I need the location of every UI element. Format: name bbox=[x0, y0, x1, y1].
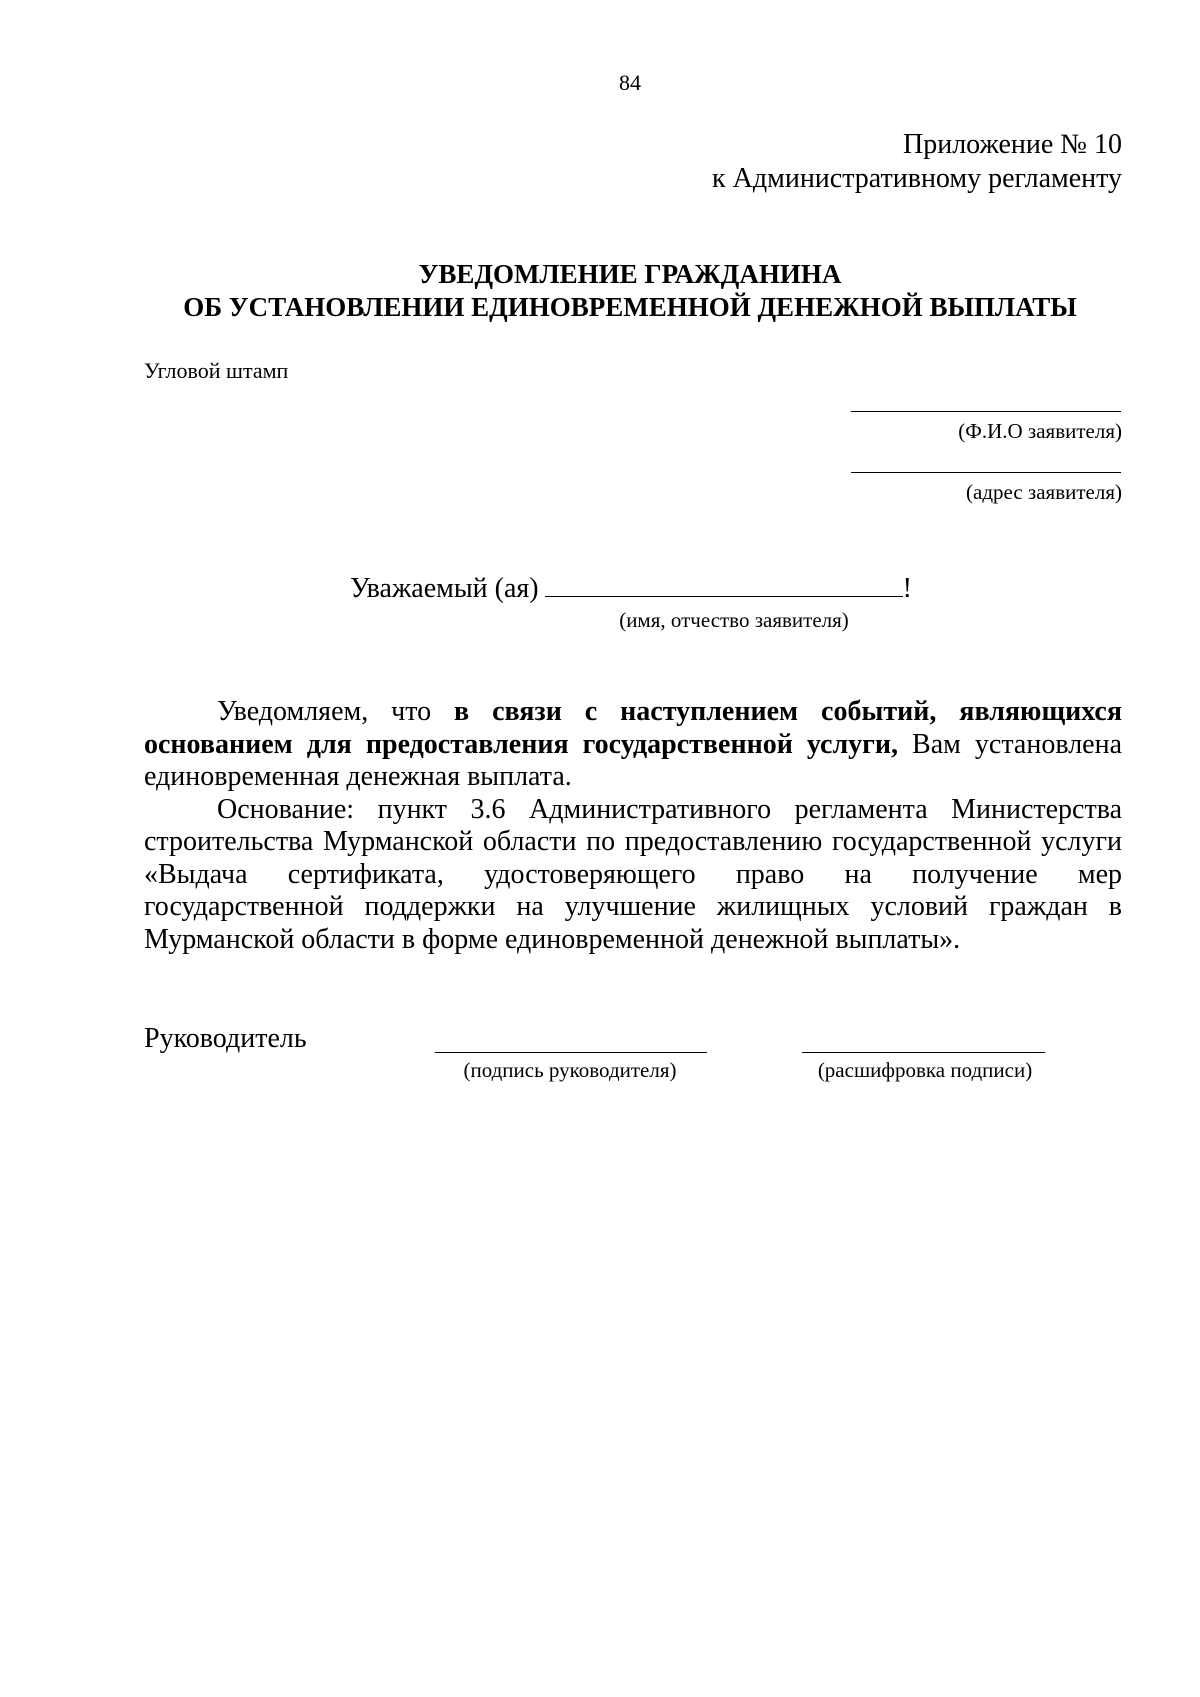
signature-line bbox=[435, 1052, 707, 1053]
signature-decoding-caption: (расшифровка подписи) bbox=[817, 1058, 1033, 1082]
applicant-name-line bbox=[851, 411, 1121, 412]
greeting-name-caption: (имя, отчество заявителя) bbox=[619, 608, 849, 632]
applicant-name-caption: (Ф.И.О заявителя) bbox=[958, 419, 1122, 443]
title-line-2: ОБ УСТАНОВЛЕНИИ ЕДИНОВРЕМЕННОЙ ДЕНЕЖНОЙ ВЫПЛАТЫ bbox=[183, 292, 1077, 322]
notification-result: Вам установлена единовременная денежная выплата. bbox=[144, 728, 1123, 792]
notification-grounds: в связи с наступлением событий, являющихся основанием для предоставления государственной услуги, bbox=[144, 696, 1122, 760]
applicant-address-caption: (адрес заявителя) bbox=[966, 480, 1122, 504]
greeting-exclamation: ! bbox=[902, 573, 912, 604]
document-title bbox=[0, 258, 1200, 324]
corner-stamp-label: Угловой штамп bbox=[144, 358, 289, 383]
signer-title: Руководитель bbox=[144, 1023, 307, 1054]
notification-intro: Уведомляем, что bbox=[217, 696, 455, 727]
appendix-regulation: к Административному регламенту bbox=[712, 163, 1122, 194]
signature-decoding-line bbox=[802, 1052, 1045, 1053]
appendix-reference bbox=[712, 128, 1122, 196]
greeting bbox=[350, 573, 912, 605]
notification-paragraph bbox=[144, 696, 1122, 794]
applicant-first-name-line bbox=[545, 574, 903, 597]
basis-paragraph: Основание: пункт 3.6 Административного регламента Министерства строительства Мурманской области по предоставлению государственной услуги «Выдача сертификата, удостоверяющего право на получение мер государственной поддержки на улучшение жилищных условий граждан в Мурманской области в форме единовременной денежной выплаты». bbox=[144, 793, 1122, 955]
appendix-number: Приложение № 10 bbox=[903, 129, 1122, 160]
page-number: 84 bbox=[619, 70, 641, 95]
notification-body bbox=[144, 696, 1122, 956]
applicant-address-line bbox=[851, 472, 1121, 473]
title-line-1: УВЕДОМЛЕНИЕ ГРАЖДАНИНА bbox=[418, 259, 842, 289]
signature-caption: (подпись руководителя) bbox=[463, 1058, 677, 1082]
greeting-salutation: Уважаемый (ая) bbox=[350, 573, 539, 604]
